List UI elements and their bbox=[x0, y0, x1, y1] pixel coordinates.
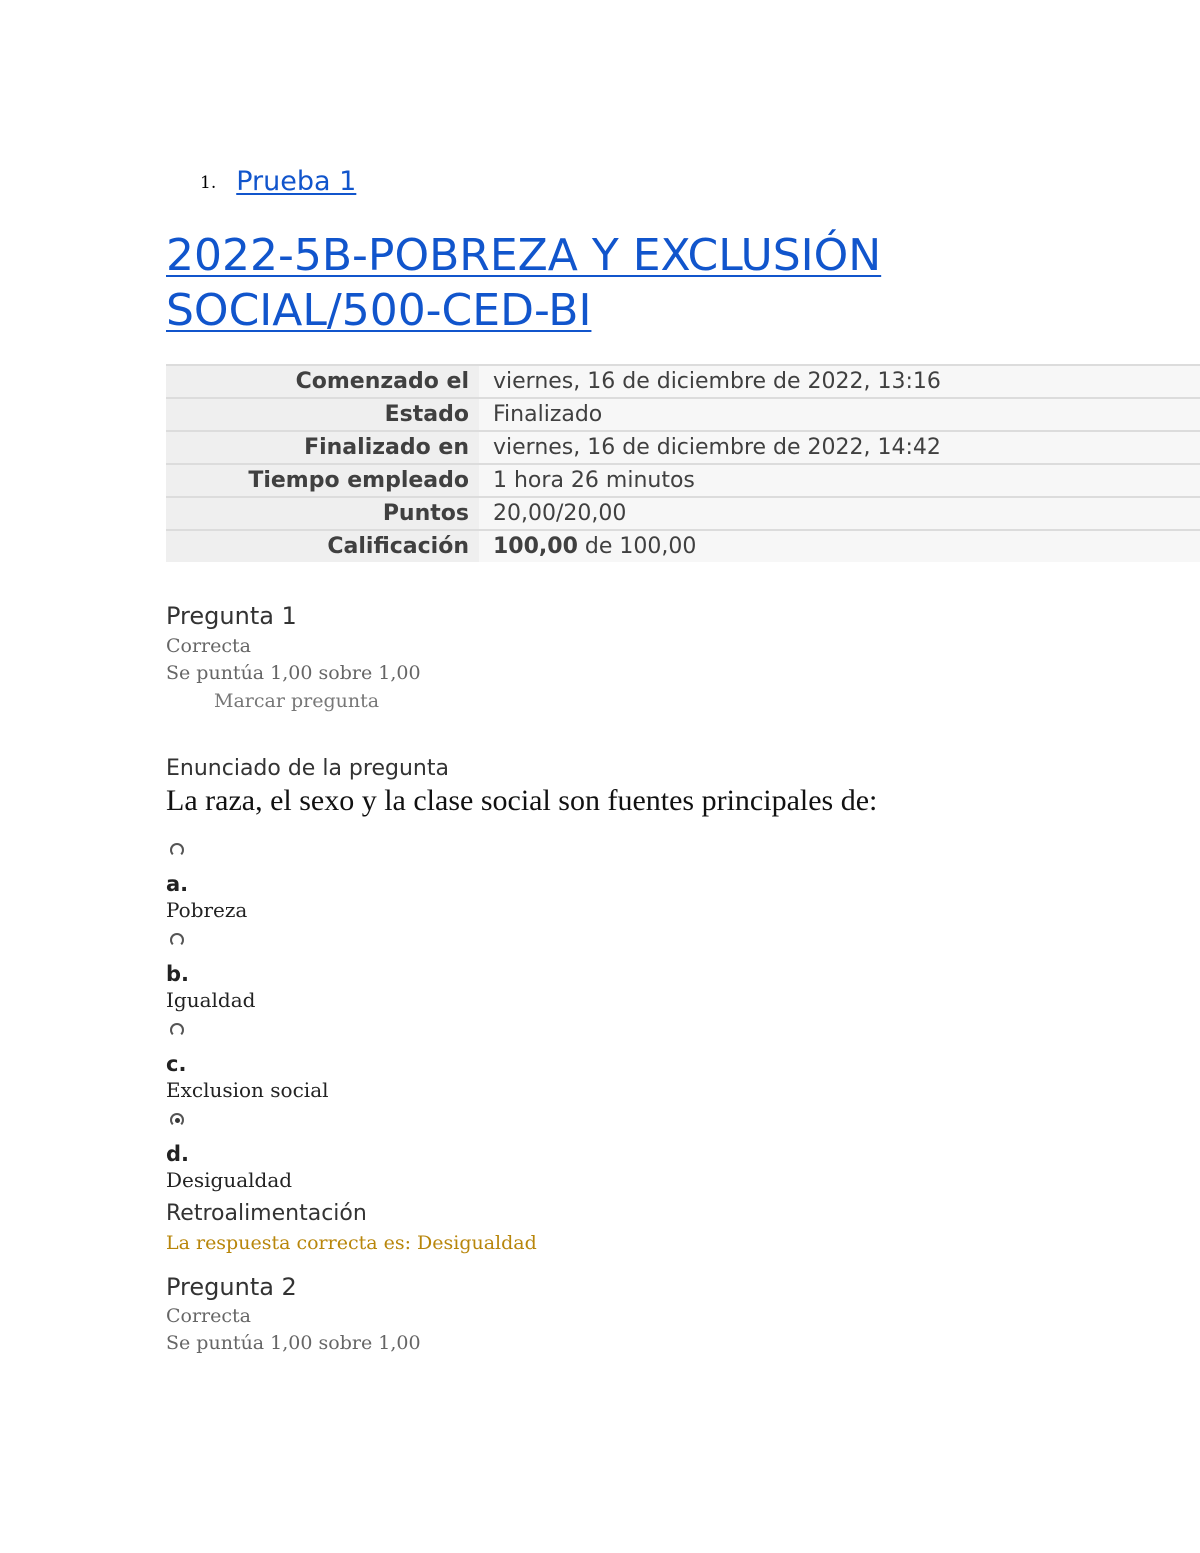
attempt-summary-table bbox=[166, 364, 1200, 562]
option-d-text: Desigualdad bbox=[166, 1168, 293, 1192]
option-b-letter: b. bbox=[166, 962, 190, 986]
option-d-letter: d. bbox=[166, 1142, 190, 1166]
summary-value: viernes, 16 de diciembre de 2022, 14:42 bbox=[479, 431, 1200, 464]
summary-row-time-taken bbox=[166, 464, 1200, 497]
summary-value: Finalizado bbox=[479, 398, 1200, 431]
summary-row-finished bbox=[166, 431, 1200, 464]
question-1-enunciado-label: Enunciado de la pregunta bbox=[166, 756, 449, 781]
summary-label: Calificación bbox=[166, 530, 479, 562]
option-c-text: Exclusion social bbox=[166, 1078, 329, 1102]
breadcrumb-link-prueba[interactable]: Prueba 1 bbox=[236, 166, 357, 197]
grade-suffix: de 100,00 bbox=[577, 534, 697, 559]
option-a-letter: a. bbox=[166, 872, 189, 896]
grade-score: 100,00 bbox=[493, 534, 578, 559]
summary-value: viernes, 16 de diciembre de 2022, 13:16 bbox=[479, 365, 1200, 398]
summary-value: 1 hora 26 minutos bbox=[479, 464, 1200, 497]
flag-question-link[interactable]: Marcar pregunta bbox=[214, 690, 380, 712]
question-1-text: La raza, el sexo y la clase social son fuentes principales de: bbox=[166, 784, 878, 817]
summary-label: Tiempo empleado bbox=[166, 464, 479, 497]
feedback-heading: Retroalimentación bbox=[166, 1201, 367, 1226]
summary-value bbox=[479, 530, 1200, 562]
option-b-radio[interactable] bbox=[170, 933, 184, 947]
summary-row-grade bbox=[166, 530, 1200, 562]
breadcrumb-item bbox=[200, 166, 356, 197]
course-title-link[interactable]: 2022-5B-POBREZA Y EXCLUSIÓN SOCIAL/500-CED-BI bbox=[166, 230, 882, 336]
summary-label: Puntos bbox=[166, 497, 479, 530]
option-c-letter: c. bbox=[166, 1052, 187, 1076]
summary-row-started bbox=[166, 365, 1200, 398]
option-a-radio[interactable] bbox=[170, 843, 184, 857]
option-c-radio[interactable] bbox=[170, 1023, 184, 1037]
option-b-text: Igualdad bbox=[166, 988, 256, 1012]
question-1-score: Se puntúa 1,00 sobre 1,00 bbox=[166, 662, 421, 684]
option-d-radio-selected[interactable] bbox=[170, 1113, 184, 1127]
summary-label: Estado bbox=[166, 398, 479, 431]
feedback-text: La respuesta correcta es: Desigualdad bbox=[166, 1232, 537, 1254]
breadcrumb bbox=[200, 166, 356, 197]
question-1-heading: Pregunta 1 bbox=[166, 602, 297, 630]
summary-value: 20,00/20,00 bbox=[479, 497, 1200, 530]
option-a-text: Pobreza bbox=[166, 898, 248, 922]
summary-row-state bbox=[166, 398, 1200, 431]
question-2-heading: Pregunta 2 bbox=[166, 1273, 297, 1301]
summary-label: Comenzado el bbox=[166, 365, 479, 398]
question-2-status: Correcta bbox=[166, 1305, 251, 1327]
question-1-status: Correcta bbox=[166, 635, 251, 657]
summary-row-points bbox=[166, 497, 1200, 530]
question-2-score: Se puntúa 1,00 sobre 1,00 bbox=[166, 1332, 421, 1354]
summary-label: Finalizado en bbox=[166, 431, 479, 464]
breadcrumb-number: 1. bbox=[200, 173, 217, 193]
